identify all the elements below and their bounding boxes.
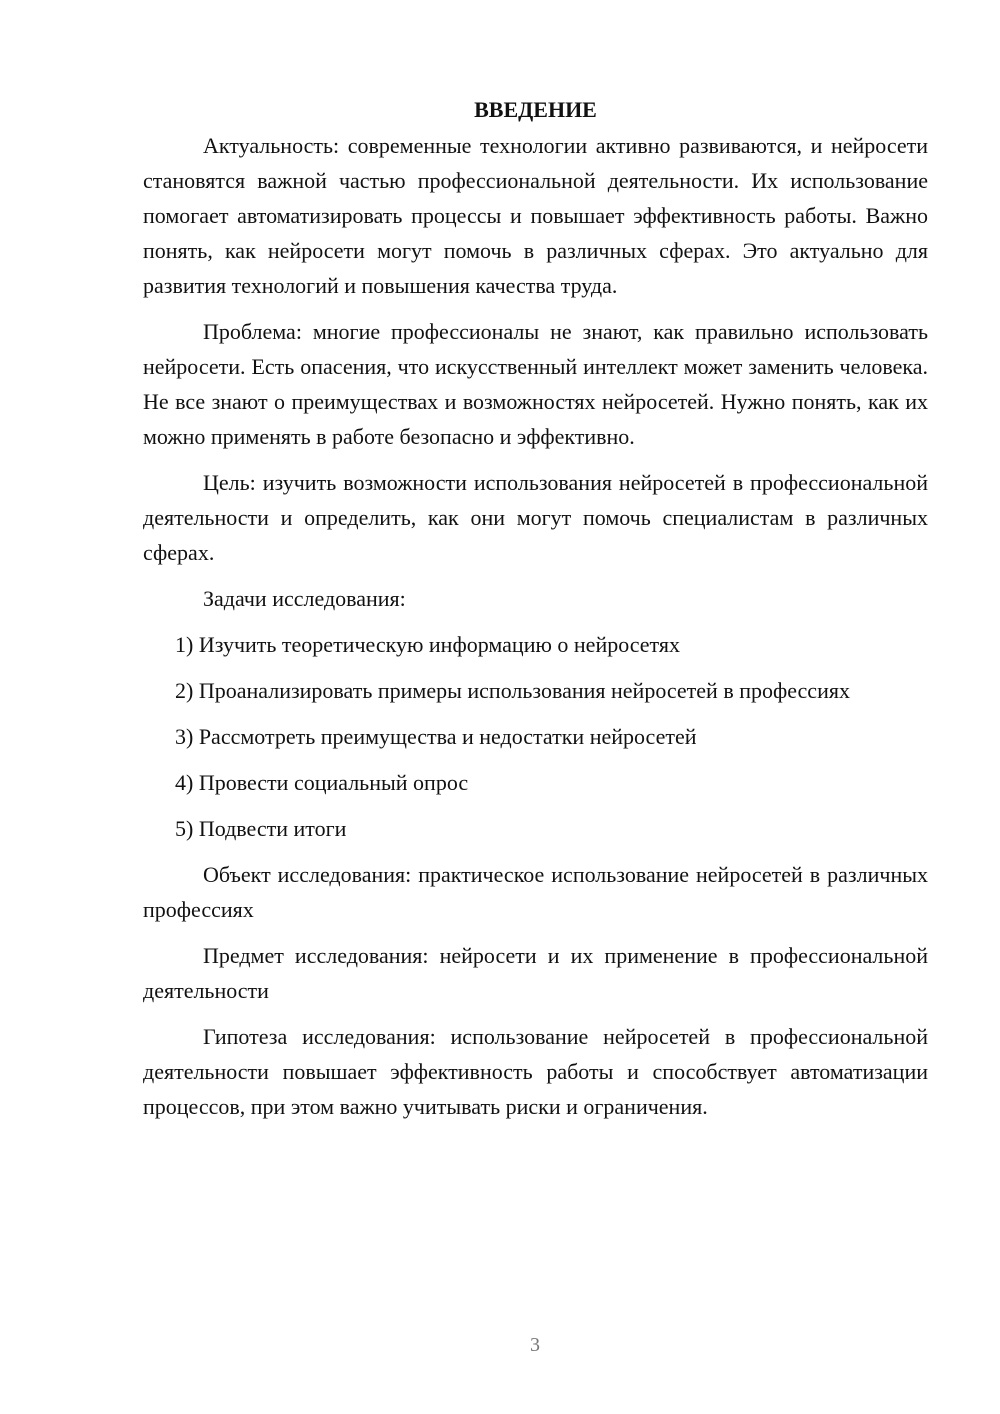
document-page xyxy=(143,92,928,1135)
hypothesis-paragraph: Гипотеза исследования: использование нейросетей в профессиональной деятельности повышает эффективность работы и способствует автоматизации процессов, при этом важно учитывать риски и ограничения. xyxy=(143,1024,928,1119)
problem-paragraph: Проблема: многие профессионалы не знают, как правильно использовать нейросети. Есть опасения, что искусственный интеллект может заменить человека. Не все знают о преимуществах и возможностях нейросетей. Нужно понять, как их можно применять в работе безопасно и эффективно. xyxy=(143,319,928,449)
tasks-list xyxy=(143,627,928,846)
page-number: 3 xyxy=(530,1334,540,1356)
list-item: 5) Подвести итоги xyxy=(175,816,347,841)
object-paragraph: Объект исследования: практическое использование нейросетей в различных профессиях xyxy=(143,862,928,922)
list-item: 3) Рассмотреть преимущества и недостатки нейросетей xyxy=(175,724,697,749)
list-item: 4) Провести социальный опрос xyxy=(175,770,469,795)
list-item: 2) Проанализировать примеры использования нейросетей в профессиях xyxy=(175,678,850,703)
goal-paragraph: Цель: изучить возможности использования нейросетей в профессиональной деятельности и определить, как они могут помочь специалистам в различных сферах. xyxy=(143,470,928,565)
subject-paragraph: Предмет исследования: нейросети и их применение в профессиональной деятельности xyxy=(143,943,928,1003)
list-item: 1) Изучить теоретическую информацию о нейросетях xyxy=(175,632,681,657)
tasks-heading: Задачи исследования: xyxy=(203,586,406,611)
relevance-paragraph: Актуальность: современные технологии активно развиваются, и нейросети становятся важной частью профессиональной деятельности. Их использование помогает автоматизировать процессы и повышает эффективность работы. Важно понять, как нейросети могут помочь в различных сферах. Это актуально для развития технологий и повышения качества труда. xyxy=(143,133,928,298)
page-title: ВВЕДЕНИЕ xyxy=(474,97,597,122)
